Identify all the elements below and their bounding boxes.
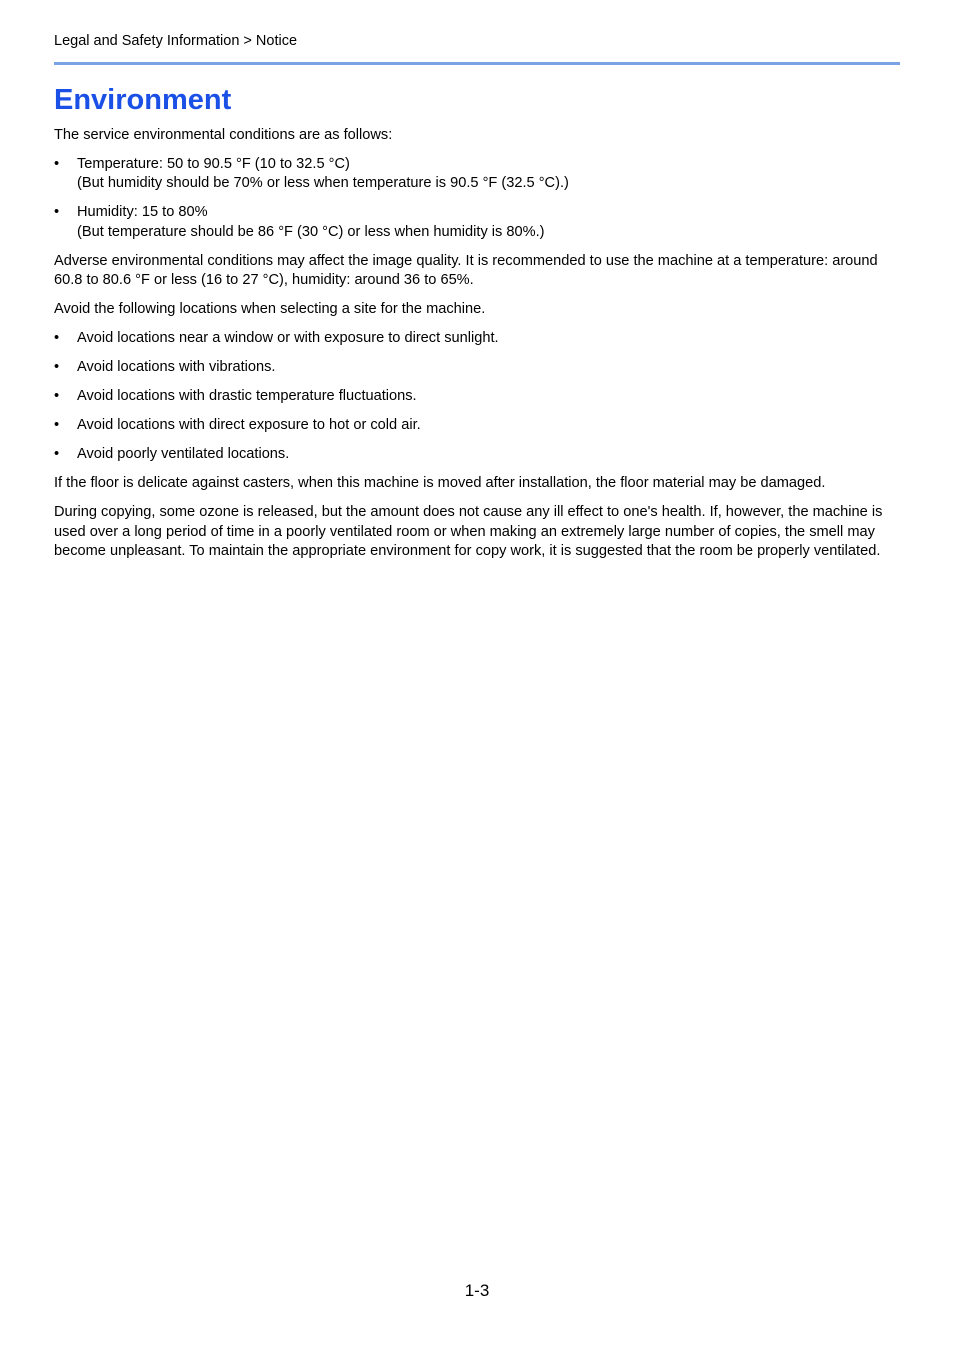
list-item: [54, 155, 904, 194]
adverse-conditions-paragraph: Adverse environmental conditions may affect the image quality. It is recommended to use the machine at a temperature: around 60.8 to 80.6 °F or less (16 to 27 °C), humidity: around 36 to 65%.: [54, 252, 878, 289]
condition-text: Temperature: 50 to 90.5 °F (10 to 32.5 °C): [77, 156, 350, 172]
bullet-icon: •: [54, 156, 60, 172]
ozone-note-paragraph: During copying, some ozone is released, but the amount does not cause any ill effect to one's health. If, however, the machine is used over a long period of time in a poorly ventilated room or when making an extremely large number of copies, the smell may become unpleasant. To maintain the appropriate environment for copy work, it is suggested that the room be properly ventilated.: [54, 504, 883, 560]
bullet-icon: •: [54, 388, 60, 405]
bullet-icon: •: [54, 446, 60, 463]
list-item-text: Avoid locations with direct exposure to hot or cold air.: [77, 417, 421, 434]
condition-note: (But humidity should be 70% or less when temperature is 90.5 °F (32.5 °C).): [77, 175, 569, 192]
document-body: [54, 126, 904, 571]
list-item: [54, 445, 904, 464]
conditions-list: [54, 155, 904, 242]
list-item: [54, 203, 904, 242]
floor-note-paragraph: If the floor is delicate against casters, when this machine is moved after installation, the floor material may be damaged.: [54, 475, 826, 492]
breadcrumb: Legal and Safety Information > Notice: [54, 33, 298, 49]
condition-text: Humidity: 15 to 80%: [77, 204, 208, 221]
bullet-icon: •: [54, 417, 60, 434]
list-item-text: Avoid locations with drastic temperature fluctuations.: [77, 388, 417, 405]
condition-note: (But temperature should be 86 °F (30 °C) or less when humidity is 80%.): [77, 223, 545, 240]
bullet-icon: •: [54, 359, 60, 376]
page-number: 1-3: [464, 1281, 490, 1300]
list-item: [54, 358, 904, 377]
list-item: [54, 416, 904, 435]
list-item-text: Avoid locations near a window or with exposure to direct sunlight.: [77, 330, 499, 347]
list-item: [54, 329, 904, 348]
intro-paragraph: The service environmental conditions are as follows:: [54, 127, 393, 143]
avoid-intro-paragraph: Avoid the following locations when selecting a site for the machine.: [54, 301, 486, 318]
page-title: Environment: [54, 84, 232, 116]
list-item-text: Avoid poorly ventilated locations.: [77, 446, 290, 463]
header-divider: [54, 62, 900, 65]
bullet-icon: •: [54, 204, 60, 221]
list-item-text: Avoid locations with vibrations.: [77, 359, 276, 376]
bullet-icon: •: [54, 330, 60, 347]
avoid-locations-list: [54, 329, 904, 464]
list-item: [54, 387, 904, 406]
